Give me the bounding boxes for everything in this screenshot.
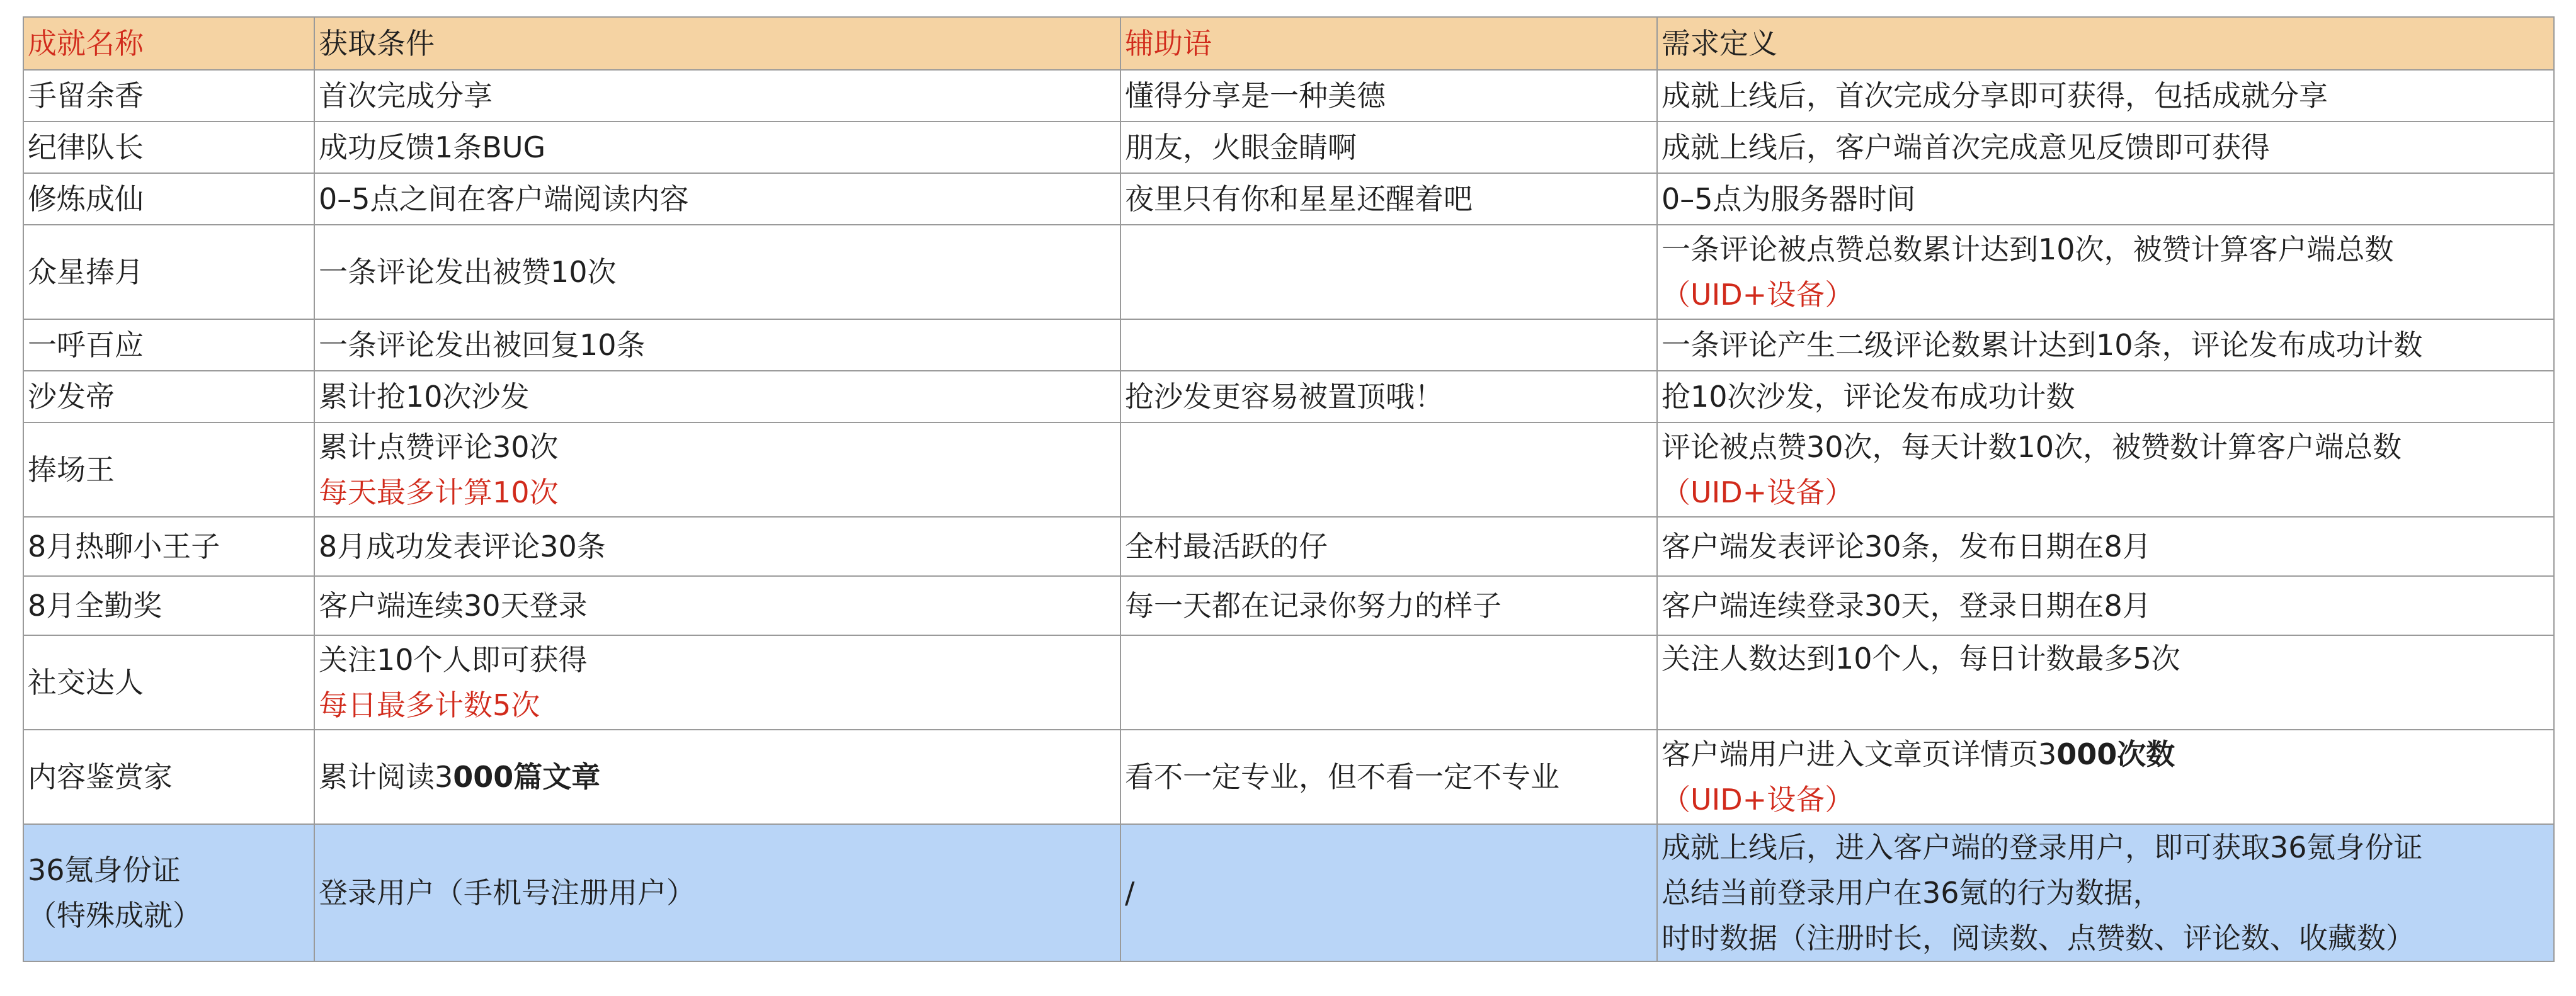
cell-hint xyxy=(1120,635,1657,730)
name-text: 36氪身份证 xyxy=(28,853,181,887)
cell-definition: 抢10次沙发，评论发布成功计数 xyxy=(1657,371,2554,422)
header-row xyxy=(23,17,2554,70)
cell-definition xyxy=(1657,422,2554,517)
cell-definition: 一条评论产生二级评论数累计达到10条，评论发布成功计数 xyxy=(1657,319,2554,371)
definition-text-bold: 000次数 xyxy=(2056,737,2175,771)
cell-definition: 关注人数达到10个人，每日计数最多5次 xyxy=(1657,635,2554,730)
cell-name: 8月热聊小王子 xyxy=(23,517,314,576)
cell-name xyxy=(23,824,314,961)
cell-hint: 朋友，火眼金睛啊 xyxy=(1120,122,1657,173)
definition-note: （UID+设备） xyxy=(1661,783,1854,817)
cell-hint xyxy=(1120,422,1657,517)
cell-definition xyxy=(1657,225,2554,319)
cell-definition: 成就上线后，客户端首次完成意见反馈即可获得 xyxy=(1657,122,2554,173)
cell-condition: 客户端连续30天登录 xyxy=(314,576,1120,635)
cell-condition xyxy=(314,635,1120,730)
cell-hint: 夜里只有你和星星还醒着吧 xyxy=(1120,173,1657,225)
definition-text: 客户端用户进入文章页详情页3 xyxy=(1661,737,2057,771)
cell-hint: / xyxy=(1120,824,1657,961)
cell-name: 手留余香 xyxy=(23,70,314,122)
cell-name: 内容鉴赏家 xyxy=(23,730,314,824)
table-row xyxy=(23,371,2554,422)
cell-name: 修炼成仙 xyxy=(23,173,314,225)
cell-definition xyxy=(1657,824,2554,961)
cell-hint: 每一天都在记录你努力的样子 xyxy=(1120,576,1657,635)
name-note: （特殊成就） xyxy=(28,898,202,932)
table-row xyxy=(23,576,2554,635)
cell-hint: 抢沙发更容易被置顶哦！ xyxy=(1120,371,1657,422)
table-row xyxy=(23,517,2554,576)
table-row xyxy=(23,319,2554,371)
table-row xyxy=(23,70,2554,122)
definition-line: 总结当前登录用户在36氪的行为数据， xyxy=(1661,876,2162,910)
cell-condition xyxy=(314,422,1120,517)
cell-definition: 成就上线后，首次完成分享即可获得，包括成就分享 xyxy=(1657,70,2554,122)
cell-name: 众星捧月 xyxy=(23,225,314,319)
definition-line: 成就上线后，进入客户端的登录用户，即可获取36氪身份证 xyxy=(1661,830,2423,864)
definition-note: （UID+设备） xyxy=(1661,278,1854,312)
cell-condition: 累计抢10次沙发 xyxy=(314,371,1120,422)
cell-definition: 客户端发表评论30条，发布日期在8月 xyxy=(1657,517,2554,576)
table-row xyxy=(23,635,2554,730)
cell-condition: 成功反馈1条BUG xyxy=(314,122,1120,173)
cell-hint xyxy=(1120,319,1657,371)
cell-name: 沙发帝 xyxy=(23,371,314,422)
condition-text: 关注10个人即可获得 xyxy=(319,643,588,677)
cell-name: 纪律队长 xyxy=(23,122,314,173)
cell-definition xyxy=(1657,730,2554,824)
cell-hint: 看不一定专业，但不看一定不专业 xyxy=(1120,730,1657,824)
table-row xyxy=(23,173,2554,225)
cell-condition xyxy=(314,730,1120,824)
header-hint: 辅助语 xyxy=(1120,17,1657,70)
cell-condition: 首次完成分享 xyxy=(314,70,1120,122)
achievement-table xyxy=(23,16,2555,962)
header-condition: 获取条件 xyxy=(314,17,1120,70)
condition-note: 每日最多计数5次 xyxy=(319,688,540,722)
condition-text: 累计点赞评论30次 xyxy=(319,430,559,464)
cell-condition: 8月成功发表评论30条 xyxy=(314,517,1120,576)
cell-hint xyxy=(1120,225,1657,319)
table-row xyxy=(23,730,2554,824)
cell-definition: 0–5点为服务器时间 xyxy=(1657,173,2554,225)
condition-text-bold: 000篇文章 xyxy=(453,760,601,794)
condition-note: 每天最多计算10次 xyxy=(319,475,559,509)
definition-text: 一条评论被点赞总数累计达到10次，被赞计算客户端总数 xyxy=(1661,232,2394,266)
table-row xyxy=(23,422,2554,517)
condition-text: 累计阅读3 xyxy=(319,760,453,794)
cell-definition: 客户端连续登录30天，登录日期在8月 xyxy=(1657,576,2554,635)
cell-condition: 一条评论发出被回复10条 xyxy=(314,319,1120,371)
cell-name: 捧场王 xyxy=(23,422,314,517)
definition-text: 评论被点赞30次，每天计数10次，被赞数计算客户端总数 xyxy=(1661,430,2402,464)
header-name: 成就名称 xyxy=(23,17,314,70)
table-row xyxy=(23,225,2554,319)
cell-hint: 全村最活跃的仔 xyxy=(1120,517,1657,576)
cell-name: 一呼百应 xyxy=(23,319,314,371)
definition-note: （UID+设备） xyxy=(1661,475,1854,509)
header-definition: 需求定义 xyxy=(1657,17,2554,70)
cell-name: 8月全勤奖 xyxy=(23,576,314,635)
cell-name: 社交达人 xyxy=(23,635,314,730)
cell-condition: 一条评论发出被赞10次 xyxy=(314,225,1120,319)
table-row-special xyxy=(23,824,2554,961)
cell-condition: 0–5点之间在客户端阅读内容 xyxy=(314,173,1120,225)
definition-line: 时时数据（注册时长，阅读数、点赞数、评论数、收藏数） xyxy=(1661,921,2415,955)
cell-condition: 登录用户（手机号注册用户） xyxy=(314,824,1120,961)
cell-hint: 懂得分享是一种美德 xyxy=(1120,70,1657,122)
table-row xyxy=(23,122,2554,173)
